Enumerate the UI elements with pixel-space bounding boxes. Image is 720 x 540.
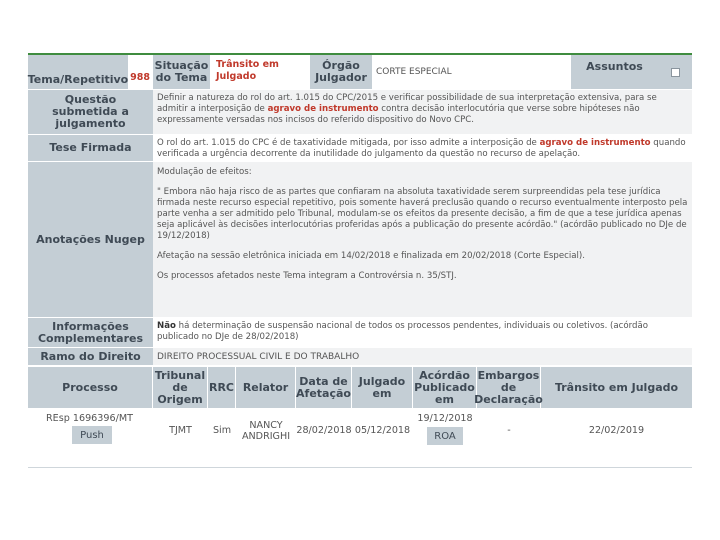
ramo-value: DIREITO PROCESSUAL CIVIL E DO TRABALHO xyxy=(153,348,692,365)
orgao-value: CORTE ESPECIAL xyxy=(372,55,571,89)
anotacoes-label: Anotações Nugep xyxy=(28,162,153,317)
acordao-date: 19/12/2018 xyxy=(417,413,473,424)
push-button[interactable]: Push xyxy=(72,426,112,444)
col-rrc: RRC xyxy=(208,367,236,408)
ramo-row xyxy=(28,348,692,366)
questao-label: Questão submetida a julgamento xyxy=(28,90,153,134)
questao-row xyxy=(28,90,692,135)
cell-data-afetacao: 28/02/2018 xyxy=(296,425,352,436)
process-table-header xyxy=(28,366,692,408)
cell-transito: 22/02/2019 xyxy=(588,425,645,436)
relator-line-2: ANDRIGHI xyxy=(241,430,291,442)
col-transito: Trânsito em Julgado xyxy=(554,380,679,394)
tese-text-after: quando verificada a urgência decorrente da inutilidade do julgamento da questão no recurso de apelação. xyxy=(157,138,686,159)
informacoes-bold: Não xyxy=(157,321,176,331)
col-acordao: Acórdão Publicado em xyxy=(413,367,477,408)
cell-julgado: 05/12/2018 xyxy=(354,425,411,436)
tema-detail-panel xyxy=(28,53,692,453)
ramo-label: Ramo do Direito xyxy=(28,348,153,365)
informacoes-rest: há determinação de suspensão nacional de todos os processos pendentes, individuais ou coletivos. (acórdão publicado no DJe de 28/02/2018) xyxy=(157,321,648,342)
assuntos-checkbox[interactable] xyxy=(671,68,680,77)
cell-acordao xyxy=(413,408,477,453)
orgao-label: Órgão Julgador xyxy=(310,55,372,89)
col-data-afetacao: Data de Afetação xyxy=(296,367,352,408)
informacoes-text xyxy=(153,318,692,347)
tese-highlight: agravo de instrumento xyxy=(539,138,651,148)
cell-processo xyxy=(28,408,153,453)
informacoes-label: Informações Complementares xyxy=(28,318,153,347)
anotacoes-p1: Modulação de efeitos: xyxy=(157,167,252,177)
anotacoes-p3: Afetação na sessão eletrônica iniciada em 14/02/2018 e finalizada em 20/02/2018 (Corte Especial). xyxy=(157,251,585,261)
col-embargos: Embargos de Declaração xyxy=(477,367,541,408)
assuntos-label: Assuntos xyxy=(571,55,658,89)
col-tribunal: Tribunal de Origem xyxy=(153,367,208,408)
processo-number[interactable]: REsp 1696396/MT xyxy=(46,413,133,424)
assuntos-checkbox-cell xyxy=(658,55,692,89)
anotacoes-p4: Os processos afetados neste Tema integram a Controvérsia n. 35/STJ. xyxy=(157,271,457,281)
questao-highlight: agravo de instrumento xyxy=(267,104,379,114)
col-julgado: Julgado em xyxy=(352,367,413,408)
anotacoes-text xyxy=(153,162,692,317)
situacao-label: Situação do Tema xyxy=(153,55,210,89)
bottom-divider xyxy=(28,467,692,468)
tese-row xyxy=(28,135,692,162)
tema-number: 988 xyxy=(128,55,153,89)
roa-button[interactable]: ROA xyxy=(427,427,463,445)
tema-label: Tema/Repetitivo xyxy=(28,55,128,89)
relator-line-1: NANCY xyxy=(249,419,283,431)
cell-embargos: - xyxy=(507,425,511,436)
tese-text-before: O rol do art. 1.015 do CPC é de taxatividade mitigada, por isso admite a interposição de xyxy=(157,138,540,148)
questao-text-after: contra decisão interlocutória que verse sobre hipóteses não expressamente versadas nos incisos do referido dispositivo do Novo CPC. xyxy=(157,104,640,125)
anotacoes-row xyxy=(28,162,692,318)
col-relator: Relator xyxy=(236,367,296,408)
anotacoes-p2: " Embora não haja risco de as partes que confiaram na absoluta taxatividade serem surpreendidas pela tese jurídica firmada neste recurso especial repetitivo, pois somente haverá preclusão quando o recurso eventualmente interposto pela parte venha a ser admitido pelo Tribunal, modulam-se os efeitos da presente decisão, a fim de que a tese jurídica apenas seja aplicável às decisões interlocutórias proferidas após a publicação do presente acórdão." (acórdão publicado no DJe de 19/12/2018) xyxy=(157,187,688,241)
questao-text xyxy=(153,90,692,134)
situacao-value: Trânsito em Julgado xyxy=(210,55,310,89)
cell-rrc: Sim xyxy=(212,425,232,436)
questao-text-before: Definir a natureza do rol do art. 1.015 do CPC/2015 e verificar possibilidade de sua interpretação extensiva, para se admitir a interposição de xyxy=(157,93,657,114)
table-row xyxy=(28,408,692,453)
tema-header-row xyxy=(28,55,692,90)
informacoes-row xyxy=(28,318,692,348)
col-processo: Processo xyxy=(28,367,153,408)
tese-label: Tese Firmada xyxy=(28,135,153,161)
cell-relator xyxy=(236,408,296,453)
tese-text xyxy=(153,135,692,161)
cell-tribunal: TJMT xyxy=(169,425,192,436)
